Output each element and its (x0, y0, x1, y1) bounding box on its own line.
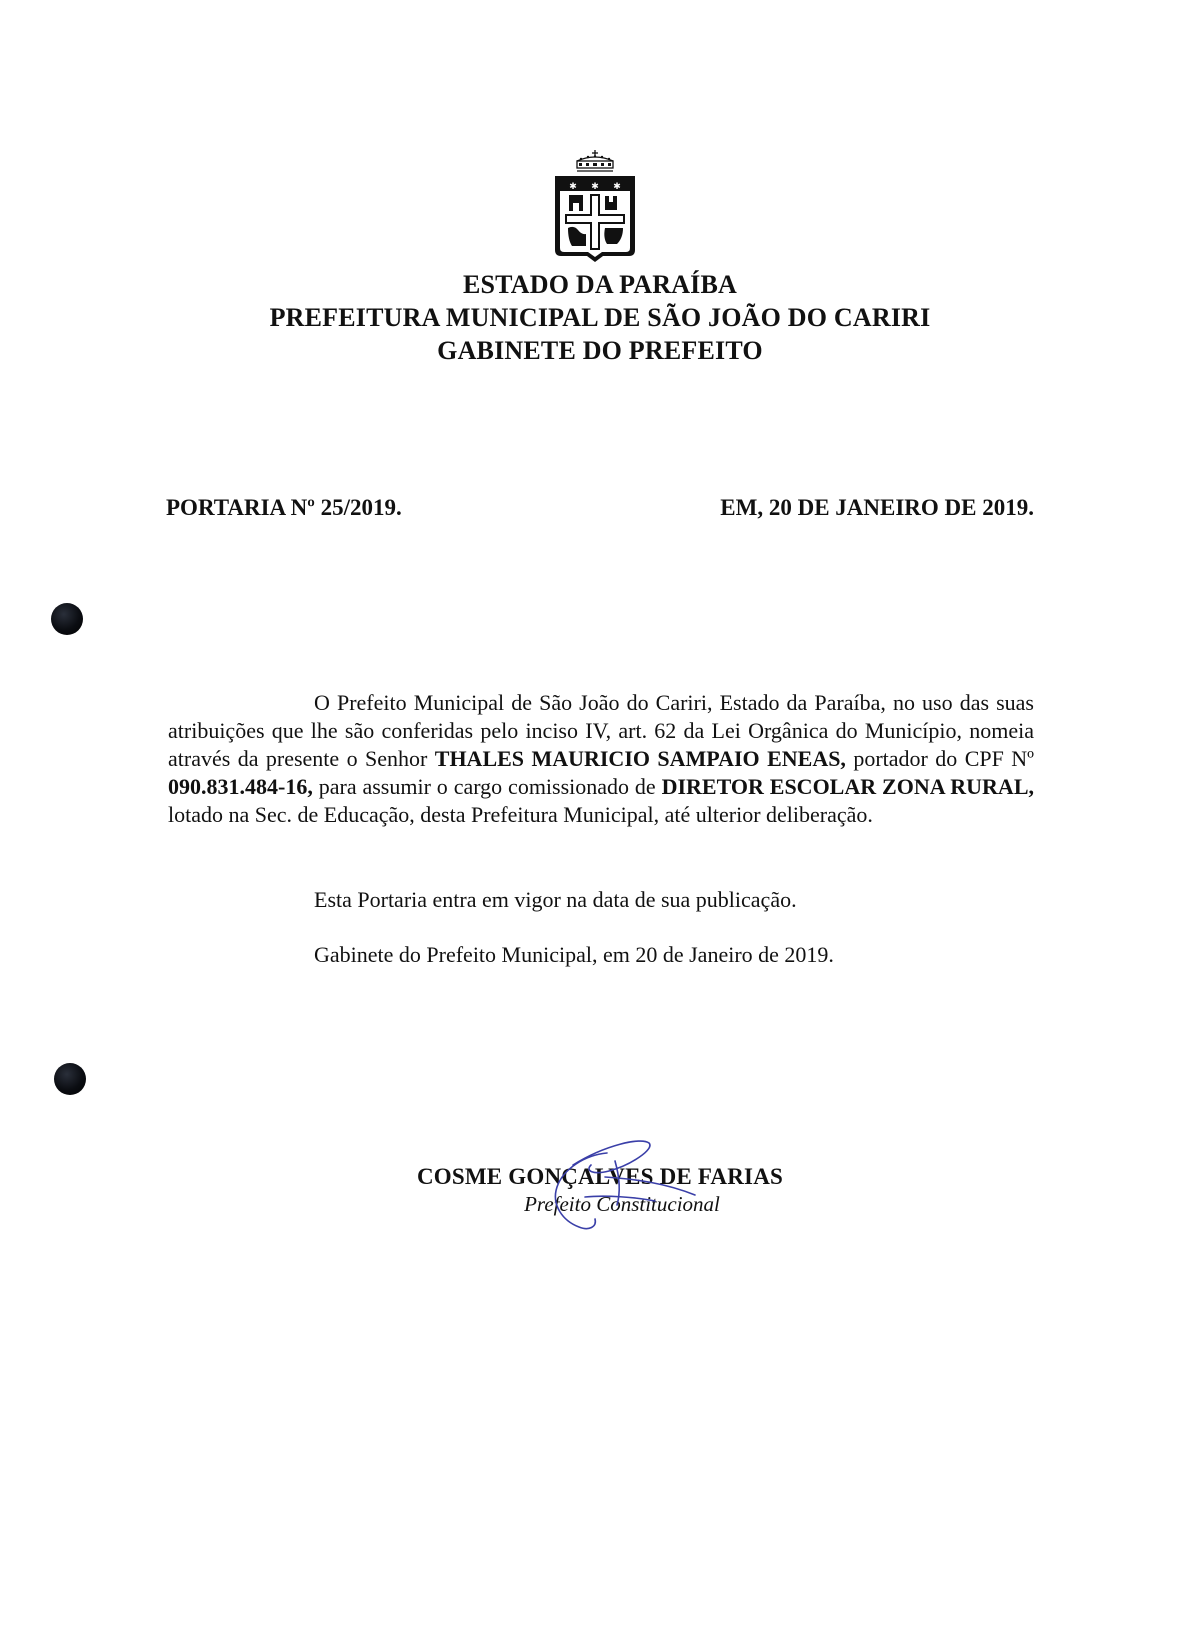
coat-of-arms-icon (553, 148, 637, 264)
punch-hole-icon (54, 1063, 86, 1095)
paragraph-text: O Prefeito Municipal de São João do Cariri, Estado da Paraíba, no uso das suas atribuições que lhe são conferidas pelo inciso IV, art. 62 da Lei Orgânica do Município, nomeia através da presente o Senhor (168, 690, 1034, 771)
portaria-date: EM, 20 DE JANEIRO DE 2019. (720, 495, 1034, 520)
punch-hole-icon (51, 603, 83, 635)
main-paragraph (168, 689, 1034, 829)
handwritten-signature (545, 1135, 715, 1235)
portaria-number: PORTARIA Nº 25/2019. (166, 495, 402, 520)
paragraph-text: lotado na Sec. de Educação, desta Prefeitura Municipal, até ulterior deliberação. (168, 802, 873, 827)
signer-title: Prefeito Constitucional (524, 1192, 720, 1216)
signer-name: COSME GONÇALVES DE FARIAS (416, 1164, 784, 1189)
svg-text:✱: ✱ (591, 182, 599, 192)
appointee-name: THALES MAURICIO SAMPAIO ENEAS, (434, 746, 846, 771)
document-header (0, 268, 1200, 367)
state-name: ESTADO DA PARAÍBA (462, 270, 738, 299)
appointed-role: DIRETOR ESCOLAR ZONA RURAL, (661, 774, 1034, 799)
svg-text:✱: ✱ (569, 182, 577, 192)
office-name: GABINETE DO PREFEITO (437, 336, 763, 365)
paragraph-text: portador do CPF Nº (845, 746, 1034, 771)
effective-clause: Esta Portaria entra em vigor na data de sua publicação. (314, 887, 797, 912)
municipality-name: PREFEITURA MUNICIPAL DE SÃO JOÃO DO CARIRI (269, 303, 931, 332)
svg-text:✱: ✱ (613, 182, 621, 192)
paragraph-text: para assumir o cargo comissionado de (312, 774, 662, 799)
appointee-cpf: 090.831.484-16, (168, 774, 313, 799)
closing-line: Gabinete do Prefeito Municipal, em 20 de Janeiro de 2019. (314, 942, 834, 967)
